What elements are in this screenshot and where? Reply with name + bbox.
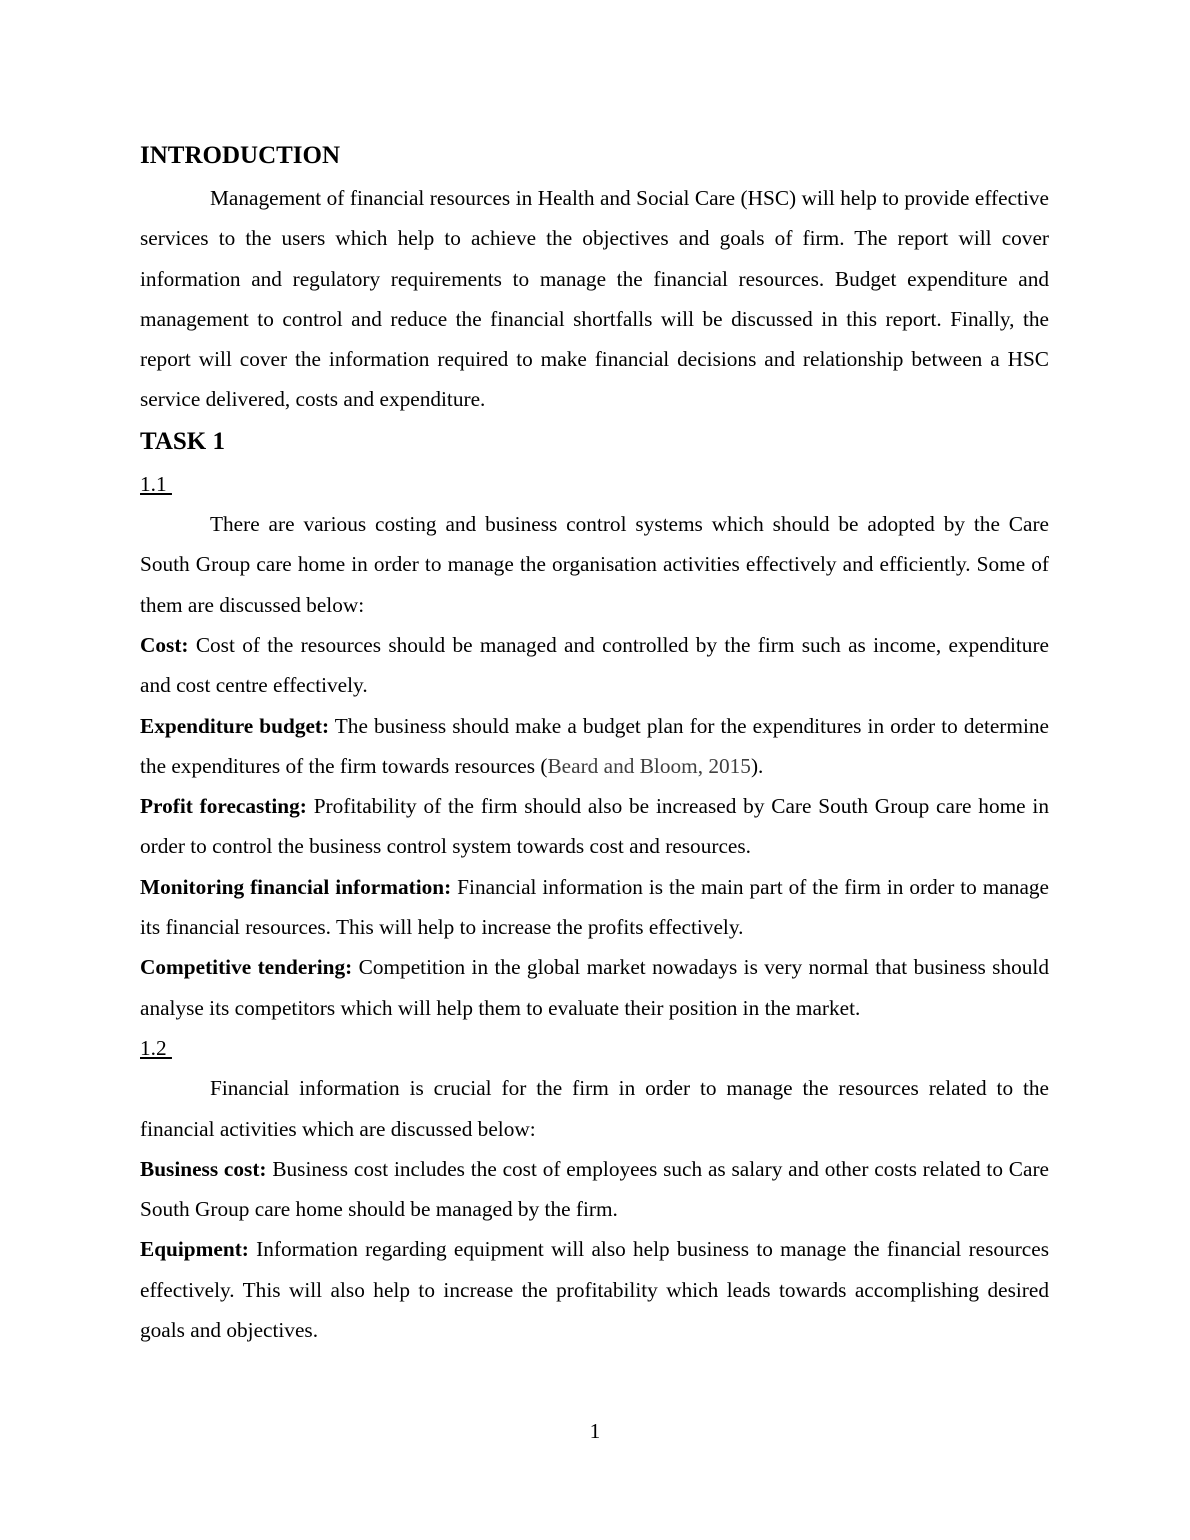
- item-profit-forecasting: Profit forecasting: Profitability of the firm should also be increased by Care South Group care home in order to control the business control system towards cost and resources.: [140, 794, 1049, 859]
- item-equipment: Equipment: Information regarding equipment will also help business to manage the financial resources effectively. This will also help to increase the profitability which leads towards accomplishing desired goals and objectives.: [140, 1237, 1049, 1343]
- item-expenditure-budget: Expenditure budget: The business should make a budget plan for the expenditures in order to determine the expenditures of the firm towards resources (Beard and Bloom, 2015).: [140, 713, 1049, 778]
- page-number: 1: [589, 1419, 601, 1443]
- section-1-2-intro: Financial information is crucial for the firm in order to manage the resources related to the financial activities which are discussed below:: [140, 1076, 1049, 1141]
- citation: Beard and Bloom, 2015: [547, 753, 751, 778]
- item-business-cost: Business cost: Business cost includes the cost of employees such as salary and other costs related to Care South Group care home should be managed by the firm.: [140, 1156, 1049, 1222]
- item-monitoring-financial-information: Monitoring financial information: Financial information is the main part of the firm in order to manage its financial resources. This will help to increase the profits effectively.: [140, 874, 1049, 940]
- task1-heading: TASK 1: [140, 427, 225, 455]
- item-cost: Cost: Cost of the resources should be managed and controlled by the firm such as income, expenditure and cost centre effectively.: [140, 632, 1049, 698]
- section-1-1-intro: There are various costing and business control systems which should be adopted by the Care South Group care home in order to manage the organisation activities effectively and efficiently. Some of them are discussed below:: [140, 512, 1049, 617]
- section-1-1-label: 1.1: [140, 471, 172, 496]
- document-page: [140, 140, 1049, 1350]
- introduction-heading: INTRODUCTION: [140, 142, 341, 169]
- item-competitive-tendering: Competitive tendering: Competition in the global market nowadays is very normal that business should analyse its competitors which will help them to evaluate their position in the market.: [140, 955, 1049, 1020]
- introduction-paragraph: Management of financial resources in Health and Social Care (HSC) will help to provide effective services to the users which help to achieve the objectives and goals of firm. The report will cover information and regulatory requirements to manage the financial resources. Budget expenditure and management to control and reduce the financial shortfalls will be discussed in this report. Finally, the report will cover the information required to make financial decisions and relationship between a HSC service delivered, costs and expenditure.: [140, 186, 1049, 412]
- section-1-2-label: 1.2: [140, 1035, 172, 1060]
